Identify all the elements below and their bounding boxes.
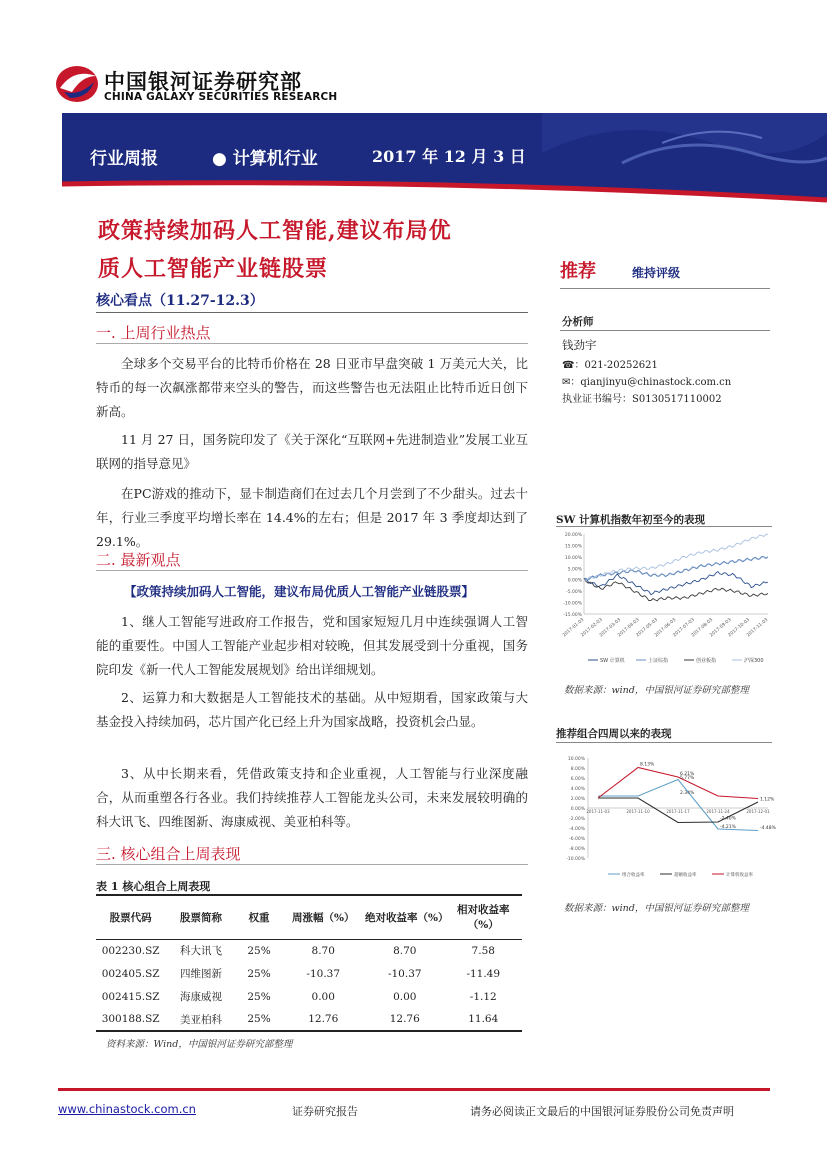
y-tick-label: -10.00% [566,857,585,862]
report-title-line1: 政策持续加码人工智能,建议布局优 [98,218,452,244]
x-tick-label: 2017-02-03 [580,617,604,639]
y-tick-label: 0.00% [570,807,585,812]
x-tick-label: 2017-07-03 [672,617,696,639]
y-tick-label: -2.00% [569,817,585,822]
rating-main: 推荐 [560,261,596,282]
table-cell: 8.70 [311,944,335,957]
legend-label: 组合收益率 [622,873,645,878]
section2-paragraph1: 1、继人工智能写进政府工作报告，党和国家短短几月中连续强调人工智能的重要性。中国人工智能产业起步相对较晚，但其发展受到十分重视，国务院印发《新一代人工智能发展规划》给出详细规划。 [96,614,528,677]
x-tick-label: 2017-10-03 [727,617,751,639]
divider [96,312,528,313]
section2-highlight: 【政策持续加码人工智能，建议布局优质人工智能产业链股票】 [124,584,475,599]
legend-label: 计算机收益率 [726,873,753,878]
footer-website-link[interactable]: www.chinastock.com.cn [58,1102,196,1116]
table-row [96,939,522,962]
x-tick-label: 2017-01-03 [562,617,586,639]
x-tick-label: 2017-11-03 [586,809,610,814]
x-tick-label: 2017-03-03 [598,617,623,639]
company-name-en: CHINA GALAXY SECURITIES RESEARCH [104,91,338,103]
chart1-sw-computer-index [556,530,772,670]
legend-label: SW 计算机 [600,658,625,664]
table-cell: 7.58 [471,944,495,957]
table-header-row [96,895,522,939]
series-line-2 [584,579,768,601]
col-header: 周涨幅（%） [291,911,355,924]
table-source: 资料来源：Wind，中国银河证券研究部整理 [106,1039,293,1050]
divider [556,526,772,527]
section2-paragraph3: 3、从中长期来看，凭借政策支持和企业重视，人工智能与行业深度融合，从而重塑各行各业。我们持续推荐人工智能龙头公司，未来发展较明确的科大讯飞、四维图新、海康威视、美亚柏科等。 [96,766,528,829]
data-label: -4.48% [760,826,776,831]
data-label: 5.77% [680,776,695,781]
y-tick-label: -4.00% [569,827,585,832]
table-row [96,962,522,985]
banner-red-stripe [62,172,827,202]
industry-name: ● 计算机行业 [212,149,318,169]
data-label: -4.21% [720,825,736,830]
data-label: 2.34% [680,791,695,796]
table-cell: -11.49 [466,967,501,980]
legend-label: 沪深300 [744,658,764,664]
x-tick-label: 2017-08-03 [690,617,715,639]
analyst-label: 分析师 [562,316,594,328]
table-cell: -10.37 [306,967,341,980]
x-tick-label: 2017-11-17 [666,809,690,814]
table-cell: -10.37 [387,967,422,980]
footer-center: 证券研究报告 [292,1105,358,1118]
email-icon: ✉ [562,377,571,388]
legend-label: 创业板指 [696,658,717,664]
chart1-source: 数据来源：wind，中国银河证券研究部整理 [564,685,749,696]
company-name-cn: 中国银河证券研究部 [104,70,302,94]
report-type: 行业周报 [90,149,158,169]
y-tick-label: -8.00% [569,847,585,852]
y-tick-label: 4.00% [570,787,585,792]
section2-heading: 二. 最新观点 [96,551,181,569]
col-header: 权重 [248,911,270,924]
y-tick-label: 15.00% [564,544,582,550]
data-label: 6.21% [680,772,695,777]
table-cell: 0.00 [311,990,335,1003]
y-tick-label: 10.00% [564,555,582,561]
series-line-2 [598,768,758,799]
galaxy-logo-icon [54,62,100,106]
table-row [96,1008,522,1031]
legend-label: 超额收益率 [674,873,697,878]
section2-paragraph2: 2、运算力和大数据是人工智能技术的基础。从中短期看，国家政策与大基金投入持续加码，芯片国产化已经上升为国家战略，投资机会凸显。 [96,690,528,729]
footer-line [58,1088,770,1091]
chart1-title: SW 计算机指数年初至今的表现 [556,514,706,526]
table-cell: 8.70 [393,944,417,957]
analyst-name: 钱劲宇 [562,338,597,352]
y-tick-label: -5.00% [566,590,582,596]
x-tick-label: 2017-05-03 [635,617,659,639]
table-cell: 12.76 [389,1013,420,1025]
divider [560,288,770,289]
divider [96,864,528,865]
divider [560,330,770,331]
col-header: 股票代码 [109,911,152,924]
table-cell: -1.12 [469,990,497,1003]
table-cell: 海康威视 [179,991,222,1003]
analyst-email[interactable]: ：qianjinyu@chinastock.com.cn [570,377,732,388]
table-cell: 25% [247,967,271,980]
table-row [96,985,522,1008]
y-tick-label: -15.00% [563,613,582,618]
section1-paragraph2: 11 月 27 日，国务院印发了《关于深化“互联网+先进制造业”发展工业互联网的指导意见》 [96,432,528,471]
series-line-1 [584,557,768,580]
table-cell: 300188.SZ [101,1013,160,1025]
section1-paragraph1: 全球多个交易平台的比特币价格在 28 日亚市早盘突破 1 万美元大关，比特币的每一次飙涨都带来空头的警告，而这些警告也无法阻止比特币近日创下新高。 [96,356,528,419]
divider [96,343,528,344]
divider [556,742,772,743]
col-header: 股票简称 [179,911,222,924]
y-tick-label: -10.00% [563,601,582,607]
analyst-license: 执业证书编号：S0130517110002 [562,394,722,405]
portfolio-table [96,894,522,1032]
table-cell: 002415.SZ [101,990,160,1003]
report-date: 2017 年 12 月 3 日 [372,147,526,166]
data-label: 8.13% [640,762,655,768]
x-tick-label: 2017-11-24 [706,809,730,814]
x-tick-label: 2017-06-03 [654,617,678,639]
x-tick-label: 2017-12-01 [746,809,770,814]
x-tick-label: 2017-11-03 [746,617,770,639]
chart2-title: 推荐组合四周以来的表现 [556,728,672,740]
y-tick-label: 6.00% [570,777,585,782]
chart2-portfolio-performance [556,752,776,882]
phone-icon: ☎ [562,360,575,371]
series-line-3 [584,534,768,581]
data-label: 1.12% [760,797,775,803]
table-cell: 25% [247,944,271,957]
rating-sub: 维持评级 [632,266,681,280]
table-cell: 美亚柏科 [179,1013,222,1026]
y-tick-label: 20.00% [564,533,582,538]
table-cell: 12.76 [308,1013,339,1025]
data-label: -2.40% [720,816,736,822]
x-tick-label: 2017-11-10 [626,809,650,814]
table-cell: 25% [247,1013,271,1025]
x-tick-label: 2017-04-03 [617,617,641,639]
y-tick-label: 5.00% [567,567,582,573]
y-tick-label: 0.00% [567,578,582,584]
table-cell: 科大讯飞 [179,945,222,958]
table-cell: 002405.SZ [101,967,160,980]
report-title-line2: 质人工智能产业链股票 [98,256,329,282]
table-cell: 25% [247,990,271,1003]
section3-heading: 三. 核心组合上周表现 [96,845,241,863]
footer-disclaimer: 请务必阅读正文最后的中国银河证券股份公司免责声明 [470,1105,734,1118]
y-tick-label: 8.00% [570,767,585,772]
analyst-email-row [562,373,731,388]
x-tick-label: 2017-09-03 [709,617,733,639]
divider [96,570,528,571]
y-tick-label: 10.00% [567,757,585,762]
analyst-phone: ：021-20252621 [574,360,658,371]
col-header: 绝对收益率（%） [365,911,449,924]
table-cell: 002230.SZ [101,944,160,957]
table-caption: 表 1 核心组合上周表现 [96,880,211,893]
table-cell: 0.00 [393,990,417,1003]
core-points-label: 核心看点（11.27-12.3） [96,293,264,309]
analyst-phone-row [562,356,658,371]
chart2-source: 数据来源：wind，中国银河证券研究部整理 [564,903,749,914]
y-tick-label: 2.00% [570,797,585,802]
table-cell: 四维图新 [179,968,222,980]
legend-label: 上证综指 [648,658,669,664]
table-cell: 11.64 [468,1013,499,1025]
y-tick-label: -6.00% [569,837,585,842]
col-header: 相对收益率（%） [457,904,510,932]
section1-paragraph3: 在PC游戏的推动下，显卡制造商们在过去几个月尝到了不少甜头。过去十年，行业三季度平均增长率在 14.4%的左右；但是 2017 年 3 季度却达到了 29.1%。 [96,486,528,549]
section1-heading: 一. 上周行业热点 [96,324,211,342]
